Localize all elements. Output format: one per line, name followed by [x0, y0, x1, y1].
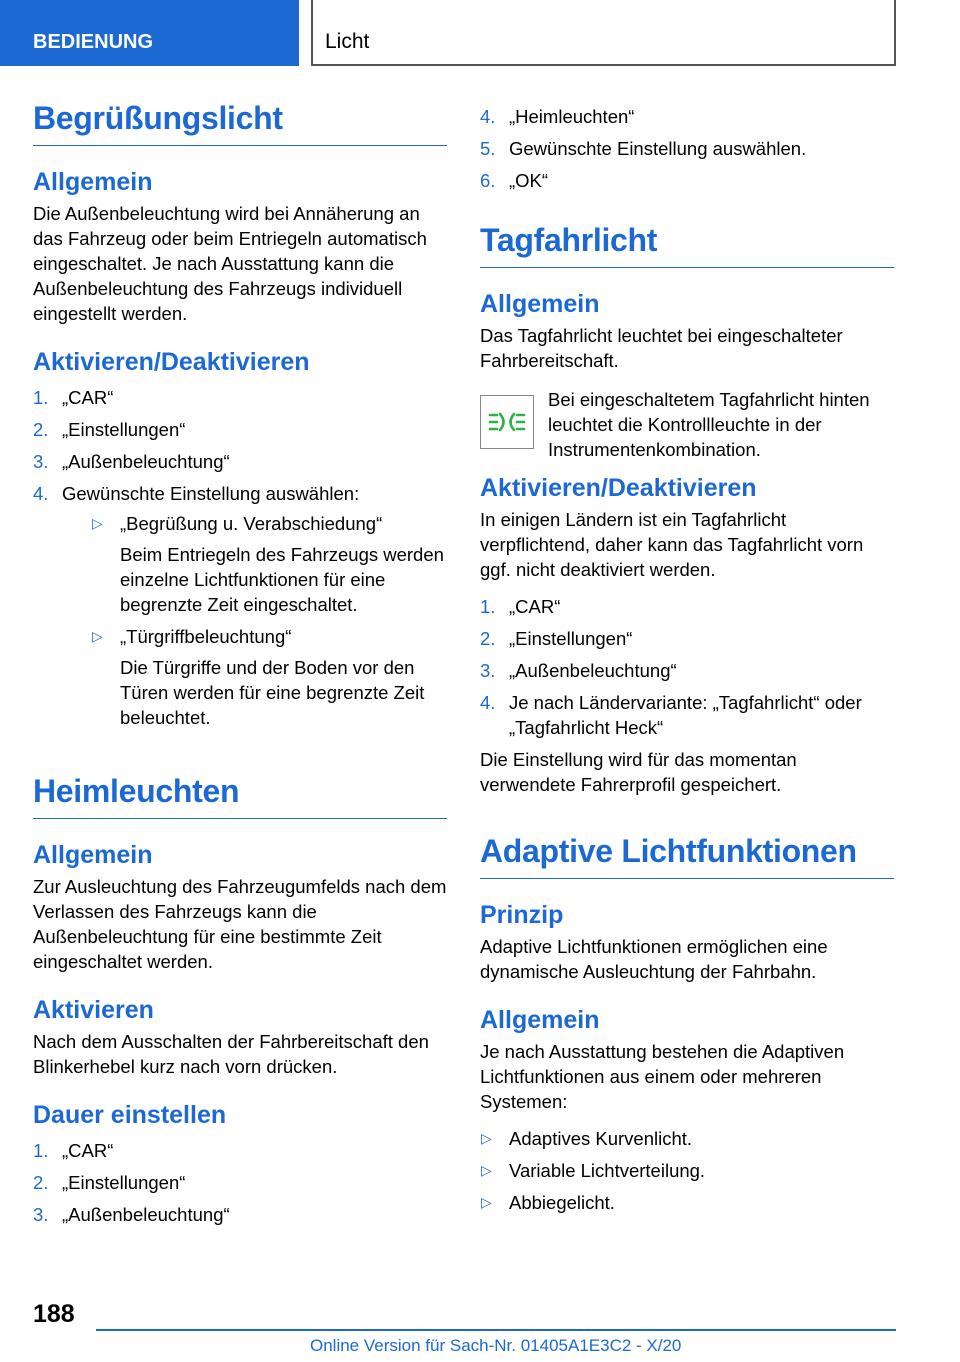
section-title-adaptive-lichtfunktionen: Adaptive Lichtfunktionen — [480, 833, 894, 879]
triangle-bullet-icon: ▷ — [481, 1130, 492, 1146]
heading-allgemein: Allgemein — [480, 290, 600, 318]
heading-allgemein: Allgemein — [33, 168, 153, 196]
steps-list — [480, 594, 894, 740]
footer-text: Online Version für Sach-Nr. 01405A1E3C2 - X/20 — [310, 1336, 682, 1355]
heading-aktivieren: Aktivieren — [33, 996, 154, 1024]
section-title-tagfahrlicht: Tagfahrlicht — [480, 222, 894, 268]
options-list — [91, 511, 447, 730]
heading-prinzip: Prinzip — [480, 901, 564, 929]
list-item: 3. „Außenbeleuchtung“ — [33, 451, 230, 472]
footer-divider — [96, 1329, 896, 1331]
heading-allgemein: Allgemein — [33, 841, 153, 869]
list-item: ▷ Adaptives Kurvenlicht. — [481, 1128, 693, 1149]
list-item: 4. „Heimleuchten“ — [480, 106, 635, 127]
right-column — [480, 104, 894, 1222]
triangle-bullet-icon: ▷ — [92, 515, 103, 531]
paragraph: Nach dem Ausschalten der Fahrbereitschaft den Blinkerhebel kurz nach vorn drücken. — [33, 1031, 429, 1077]
paragraph: Je nach Ausstattung bestehen die Adaptiven Lichtfunktionen aus einem oder mehreren Systemen: — [480, 1041, 845, 1112]
list-item: 4. Je nach Ländervariante: „Tagfahrlicht“ oder „Tagfahrlicht Heck“ — [480, 692, 862, 738]
list-item: 4. Gewünschte Einstellung auswählen: ▷ „Begrüßung u. Verabschiedung“ Beim Entriegeln des Fahrzeugs werden einzelne Lichtfunktionen für eine begrenzte Zeit eingeschaltet. ▷ „Türgriffbeleuchtung“ Die Türgriffe und der Boden vor den Türen werden für eine begrenzte Zeit beleuchtet. — [33, 481, 447, 730]
page-number: 188 — [33, 1300, 75, 1328]
paragraph: Adaptive Lichtfunktionen ermöglichen eine dynamische Ausleuchtung der Fahrbahn. — [480, 936, 828, 982]
list-item: 5. Gewünschte Einstellung auswählen. — [480, 138, 807, 159]
systems-list — [480, 1126, 894, 1215]
section-title-heimleuchten: Heimleuchten — [33, 773, 447, 819]
list-item: 2. „Einstellungen“ — [480, 628, 633, 649]
list-item: 3. „Außenbeleuchtung“ — [33, 1204, 230, 1225]
steps-list — [480, 104, 894, 193]
paragraph: Die Einstellung wird für das momentan verwendete Fahrerprofil gespeichert. — [480, 749, 797, 795]
paragraph: Das Tagfahrlicht leuchtet bei eingeschalteter Fahrbereitschaft. — [480, 325, 843, 371]
list-item: 1. „CAR“ — [33, 387, 114, 408]
list-item: 3. „Außenbeleuchtung“ — [480, 660, 677, 681]
section-title-begruessungslicht: Begrüßungslicht — [33, 100, 447, 146]
left-column — [33, 100, 447, 1234]
indicator-text: Bei eingeschaltetem Tagfahrlicht hinten leuchtet die Kontrollleuchte in der Instrumentenkombination. — [548, 389, 870, 460]
list-item: ▷ Abbiegelicht. — [481, 1192, 615, 1213]
heading-dauer-einstellen: Dauer einstellen — [33, 1101, 227, 1129]
chapter-tab: Licht — [311, 0, 896, 66]
triangle-bullet-icon: ▷ — [481, 1194, 492, 1210]
paragraph: Die Außenbeleuchtung wird bei Annäherung an das Fahrzeug oder beim Entriegeln automatisch eingeschaltet. Je nach Ausstattung kann die Außenbeleuchtung des Fahrzeugs individuell eingestellt werden. — [33, 203, 427, 324]
heading-aktivieren-deaktivieren: Aktivieren/Deaktivieren — [33, 348, 310, 376]
list-item: 2. „Einstellungen“ — [33, 419, 186, 440]
triangle-bullet-icon: ▷ — [92, 628, 103, 644]
list-item: 6. „OK“ — [480, 170, 549, 191]
list-item: 2. „Einstellungen“ — [33, 1172, 186, 1193]
section-tab: BEDIENUNG — [0, 0, 299, 66]
page-header — [0, 0, 960, 66]
list-item: ▷ Variable Lichtverteilung. — [481, 1160, 706, 1181]
list-item: 1. „CAR“ — [480, 596, 561, 617]
steps-list — [33, 385, 447, 730]
heading-allgemein: Allgemein — [480, 1006, 600, 1034]
list-item: ▷ „Begrüßung u. Verabschiedung“ Beim Entriegeln des Fahrzeugs werden einzelne Lichtfunktionen für eine begrenzte Zeit eingeschaltet. — [92, 513, 444, 615]
list-item: 1. „CAR“ — [33, 1140, 114, 1161]
paragraph: In einigen Ländern ist ein Tagfahrlicht verpflichtend, daher kann das Tagfahrlicht vorn ggf. nicht deaktiviert werden. — [480, 509, 864, 580]
paragraph: Zur Ausleuchtung des Fahrzeugumfelds nach dem Verlassen des Fahrzeugs kann die Außenbeleuchtung für eine bestimmte Zeit eingeschaltet werden. — [33, 876, 447, 972]
steps-list — [33, 1138, 447, 1227]
triangle-bullet-icon: ▷ — [481, 1162, 492, 1178]
indicator-note — [480, 387, 894, 462]
rear-daytime-light-icon — [480, 395, 534, 449]
heading-aktivieren-deaktivieren: Aktivieren/Deaktivieren — [480, 474, 757, 502]
list-item: ▷ „Türgriffbeleuchtung“ Die Türgriffe und der Boden vor den Türen werden für eine begrenzte Zeit beleuchtet. — [92, 626, 425, 728]
